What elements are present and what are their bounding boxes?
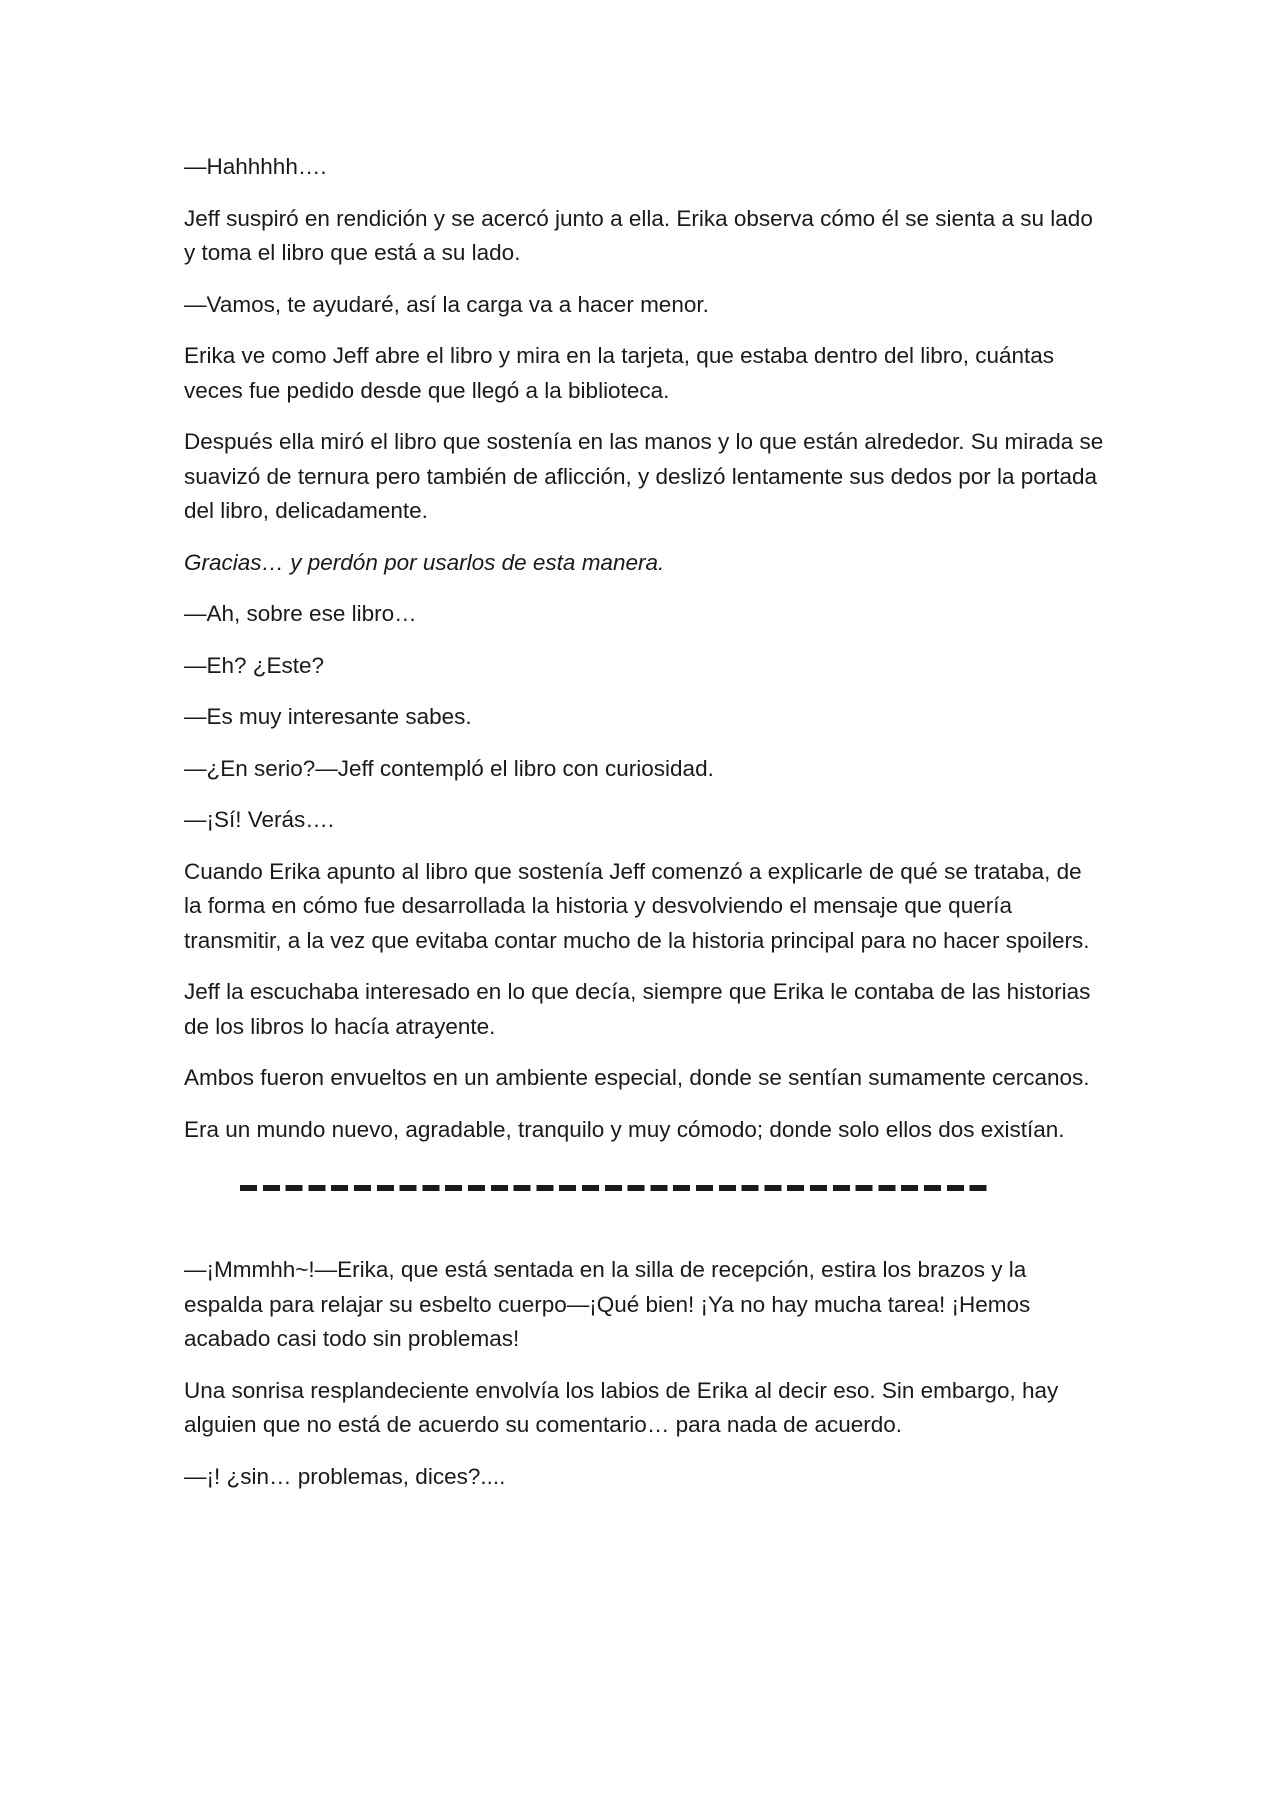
paragraph: Cuando Erika apunto al libro que sostenía Jeff comenzó a explicarle de qué se trataba, de la forma en cómo fue desarrollada la historia y desvolviendo el mensaje que quería transmitir, a la vez que evitaba contar mucho de la historia principal para no hacer spoilers. xyxy=(184,858,1090,953)
paragraph: —¡Sí! Verás…. xyxy=(184,807,335,832)
paragraph: —¡! ¿sin… problemas, dices?.... xyxy=(184,1463,506,1489)
paragraph: —Es muy interesante sabes. xyxy=(184,704,472,729)
paragraph: —Vamos, te ayudaré, así la carga va a hacer menor. xyxy=(184,291,709,317)
section-one xyxy=(184,150,1104,1147)
paragraph: Gracias… y perdón por usarlos de esta manera. xyxy=(184,549,665,575)
paragraph: Después ella miró el libro que sostenía en las manos y lo que están alrededor. Su mirada se suavizó de ternura pero también de aflicción, y deslizó lentamente sus dedos por la portada del libro, delicadamente. xyxy=(184,429,1104,523)
paragraph: —Ah, sobre ese libro… xyxy=(184,601,417,626)
paragraph: Ambos fueron envueltos en un ambiente especial, donde se sentían sumamente cercanos. xyxy=(184,1065,1090,1090)
paragraph: Era un mundo nuevo, agradable, tranquilo y muy cómodo; donde solo ellos dos existían. xyxy=(184,1116,1065,1142)
scene-break-divider xyxy=(184,1171,1104,1205)
paragraph: —Eh? ¿Este? xyxy=(184,652,325,678)
paragraph: —Hahhhhh…. xyxy=(184,154,327,179)
document-body xyxy=(184,150,1104,1511)
paragraph: Erika ve como Jeff abre el libro y mira en la tarjeta, que estaba dentro del libro, cuántas veces fue pedido desde que llegó a la biblioteca. xyxy=(184,343,1055,403)
paragraph: Jeff suspiró en rendición y se acercó junto a ella. Erika observa cómo él se sienta a su lado y toma el libro que está a su lado. xyxy=(184,205,1093,265)
paragraph: Jeff la escuchaba interesado en lo que decía, siempre que Erika le contaba de las historias de los libros lo hacía atrayente. xyxy=(184,979,1091,1039)
paragraph: —¿En serio?—Jeff contempló el libro con curiosidad. xyxy=(184,755,714,781)
paragraph: Una sonrisa resplandeciente envolvía los labios de Erika al decir eso. Sin embargo, hay alguien que no está de acuerdo su comentario… para nada de acuerdo. xyxy=(184,1377,1059,1437)
dashed-line xyxy=(240,1185,992,1191)
paragraph: —¡Mmmhh~!—Erika, que está sentada en la silla de recepción, estira los brazos y la espalda para relajar su esbelto cuerpo—¡Qué bien! ¡Ya no hay mucha tarea! ¡Hemos acabado casi todo sin problemas! xyxy=(184,1257,1031,1351)
section-two xyxy=(184,1253,1104,1494)
